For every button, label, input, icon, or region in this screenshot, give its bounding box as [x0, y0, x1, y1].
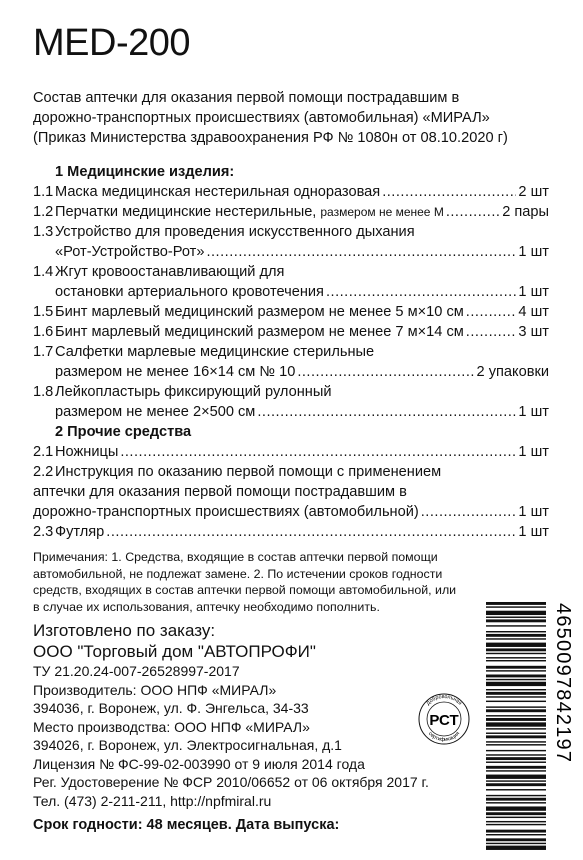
item-number: 1.8: [33, 384, 54, 400]
barcode-bar: [486, 817, 546, 818]
item-quantity: 1 шт: [518, 404, 549, 420]
barcode-bar: [486, 770, 546, 771]
leader-dots: [466, 322, 517, 342]
item-text: остановки артериального кровотечения: [55, 284, 324, 300]
barcode-bar: [486, 602, 546, 605]
seal-mark: РСТ: [429, 712, 459, 729]
customer-company: ООО "Торговый дом "АВТОПРОФИ": [33, 642, 316, 661]
maker-line: ТУ 21.20.24-007-26528997-2017: [33, 663, 240, 679]
item-quantity: 1 шт: [518, 524, 549, 540]
maker-line: Тел. (473) 2-211-211, http://npfmiral.ru: [33, 792, 272, 809]
item-quantity: 1 шт: [518, 284, 549, 300]
list-item: [33, 382, 549, 402]
item-text: Устройство для проведения искусственного дыхания: [55, 224, 415, 240]
leader-dots: [446, 202, 500, 222]
barcode-bar: [486, 679, 546, 680]
barcode-bar: [486, 643, 546, 647]
leader-dots: [326, 282, 516, 302]
shelf-life-line: Срок годности: 48 месяцев. Дата выпуска:: [33, 817, 340, 833]
list-item: [33, 362, 549, 382]
product-title: MED-200: [33, 22, 190, 64]
list-item: [33, 202, 549, 222]
leader-dots: [466, 302, 517, 322]
barcode-bar: [486, 718, 546, 721]
barcode-bar: [486, 696, 546, 697]
barcode-bar: [486, 631, 546, 632]
kit-item-list: [33, 162, 549, 542]
item-text: аптечки для оказания первой помощи пострадавшим в: [33, 484, 407, 500]
barcode-bar: [486, 741, 546, 742]
barcode-bar: [486, 625, 546, 626]
barcode-bar: [486, 830, 546, 833]
maker-line: Место производства: ООО НПФ «МИРАЛ»: [33, 718, 310, 735]
seal-bottom-text: сертификация: [426, 730, 462, 744]
barcode-bar: [486, 821, 546, 822]
item-text: Ножницы: [55, 444, 119, 460]
maker-line: 394026, г. Воронеж, ул. Электросигнальная, д.1: [33, 737, 342, 753]
barcode-bar: [486, 611, 546, 615]
list-item: [33, 242, 549, 262]
list-item: [33, 522, 549, 542]
barcode-bar: [486, 735, 546, 738]
item-quantity: 2 упаковки: [476, 364, 549, 380]
barcode-bar: [486, 634, 546, 637]
barcode-bar: [486, 617, 546, 618]
barcode-bar: [486, 670, 546, 671]
item-text: размером не менее 16×14 см № 10: [55, 364, 296, 380]
barcode-bar: [486, 798, 546, 801]
barcode-bar: [486, 750, 546, 751]
barcode-bar: [486, 795, 546, 796]
note-line: Примечания: 1. Средства, входящие в состав аптечки первой помощи: [33, 550, 438, 564]
ordered-by-label: Изготовлено по заказу:: [33, 621, 216, 640]
barcode-bar: [486, 744, 546, 745]
list-item: [33, 442, 549, 462]
item-note: размером не менее M: [320, 205, 444, 219]
item-number: 1.2: [33, 204, 54, 220]
list-item: [33, 342, 549, 362]
barcode-bar: [486, 728, 546, 729]
item-text: Жгут кровоостанавливающий для: [55, 264, 285, 280]
item-quantity: 2 шт: [518, 184, 549, 200]
barcode-bar: [486, 653, 546, 654]
maker-line: Лицензия № ФС-99-02-003990 от 9 июля 2014 года: [33, 755, 365, 772]
item-text: Маска медицинская нестерильная одноразовая: [55, 184, 381, 200]
barcode-bar: [486, 789, 546, 790]
certification-seal-icon: [417, 692, 471, 746]
list-item: [33, 502, 549, 522]
barcode-bar: [486, 834, 546, 835]
leader-dots: [120, 442, 516, 462]
item-text: Перчатки медицинские нестерильные,: [55, 204, 317, 220]
maker-line: Производитель: ООО НПФ «МИРАЛ»: [33, 681, 277, 698]
item-text: Инструкция по оказанию первой помощи с применением: [55, 464, 442, 480]
item-quantity: 1 шт: [518, 504, 549, 520]
list-item: [33, 262, 549, 282]
item-text: Бинт марлевый медицинский размером не менее 5 м×10 см: [55, 304, 464, 320]
barcode-bar: [486, 802, 546, 803]
barcode-bar: [486, 666, 546, 669]
barcode-bar: [486, 675, 546, 678]
barcode-bar: [486, 619, 546, 622]
barcode-digits: [548, 603, 576, 853]
note-line: в случае их использования, аптечку необходимо пополнить.: [33, 599, 380, 614]
leader-dots: [421, 502, 517, 522]
barcode-bar: [486, 648, 546, 651]
item-number: 2.2: [33, 464, 54, 480]
barcode-bar: [486, 783, 546, 786]
item-text: Лейкопластырь фиксирующий рулонный: [55, 384, 332, 400]
barcode-bar: [486, 757, 546, 760]
item-text: размером не менее 2×500 см: [55, 404, 256, 420]
barcode-bar: [486, 762, 546, 763]
note-line: автомобильной, не подлежат замене. 2. По истечении сроков годности: [33, 566, 443, 581]
intro-line: дорожно-транспортных происшествиях (автомобильная) «МИРАЛ»: [33, 110, 490, 126]
item-number: 1.7: [33, 344, 54, 360]
leader-dots: [257, 402, 516, 422]
item-text: Салфетки марлевые медицинские стерильные: [55, 344, 375, 360]
maker-line: 394036, г. Воронеж, ул. Ф. Энгельса, 34-33: [33, 700, 309, 716]
notes-block: [33, 549, 553, 615]
item-number: 2.3: [33, 524, 54, 540]
manufacturer-block: [33, 620, 483, 835]
list-item: [33, 482, 549, 502]
list-item: [33, 322, 549, 342]
barcode-bar: [486, 838, 546, 841]
item-quantity: 2 пары: [502, 204, 549, 220]
barcode-bar: [486, 754, 546, 755]
barcode-bar: [486, 657, 546, 658]
item-number: 2.1: [33, 444, 54, 460]
barcode-bar: [486, 606, 546, 607]
item-text: «Рот-Устройство-Рот»: [55, 244, 205, 260]
list-section-heading: [33, 422, 549, 442]
list-section-heading: [33, 162, 549, 182]
intro-line: Состав аптечки для оказания первой помощи пострадавшим в: [33, 90, 460, 106]
barcode-number: 4650097842197: [552, 603, 574, 764]
barcode-bar: [486, 733, 546, 734]
list-item: [33, 282, 549, 302]
barcode-bar: [486, 638, 546, 639]
item-text: Футляр: [55, 524, 105, 540]
item-quantity: 4 шт: [518, 304, 549, 320]
barcode-bar: [486, 715, 546, 716]
list-item: [33, 302, 549, 322]
leader-dots: [206, 242, 516, 262]
item-number: 1.1: [33, 184, 54, 200]
barcode-bar: [486, 775, 546, 779]
item-quantity: 1 шт: [518, 244, 549, 260]
item-number: 1.6: [33, 324, 54, 340]
item-quantity: 1 шт: [518, 444, 549, 460]
item-number: 1.3: [33, 224, 54, 240]
item-text: дорожно-транспортных происшествиях (автомобильной): [33, 504, 419, 520]
leader-dots: [297, 362, 474, 382]
barcode-bar: [486, 843, 546, 844]
barcode-bar: [486, 692, 546, 695]
item-number: 1.5: [33, 304, 54, 320]
note-line: средств, входящих в состав аптечки первой помощи автомобильной, или: [33, 583, 457, 597]
barcode-bar: [486, 709, 546, 712]
list-item: [33, 402, 549, 422]
leader-dots: [382, 182, 516, 202]
barcode-bar: [486, 660, 546, 661]
kit-composition-intro: [33, 88, 563, 148]
maker-line: Рег. Удостоверение № ФСР 2010/06652 от 06 октября 2017 г.: [33, 774, 429, 790]
intro-line: (Приказ Министерства здравоохранения РФ № 1080н от 08.10.2020 г): [33, 130, 508, 146]
item-quantity: 3 шт: [518, 324, 549, 340]
barcode-bar: [486, 766, 546, 769]
list-item: [33, 462, 549, 482]
barcode: [486, 602, 546, 852]
section-title: 2 Прочие средства: [55, 424, 192, 440]
seal-top-text: Добровольная: [425, 693, 463, 707]
barcode-bar: [486, 812, 546, 815]
list-item: [33, 182, 549, 202]
item-text: Бинт марлевый медицинский размером не менее 7 м×14 см: [55, 324, 464, 340]
barcode-bar: [486, 689, 546, 690]
barcode-bar: [486, 824, 546, 825]
barcode-bar: [486, 846, 546, 850]
barcode-bar: [486, 706, 546, 707]
barcode-bar: [486, 701, 546, 702]
item-number: 1.4: [33, 264, 54, 280]
barcode-bar: [486, 806, 546, 810]
barcode-bar: [486, 722, 546, 726]
leader-dots: [106, 522, 516, 542]
list-item: [33, 222, 549, 242]
section-title: 1 Медицинские изделия:: [55, 164, 235, 180]
barcode-bar: [486, 682, 546, 686]
barcode-bar: [486, 780, 546, 781]
